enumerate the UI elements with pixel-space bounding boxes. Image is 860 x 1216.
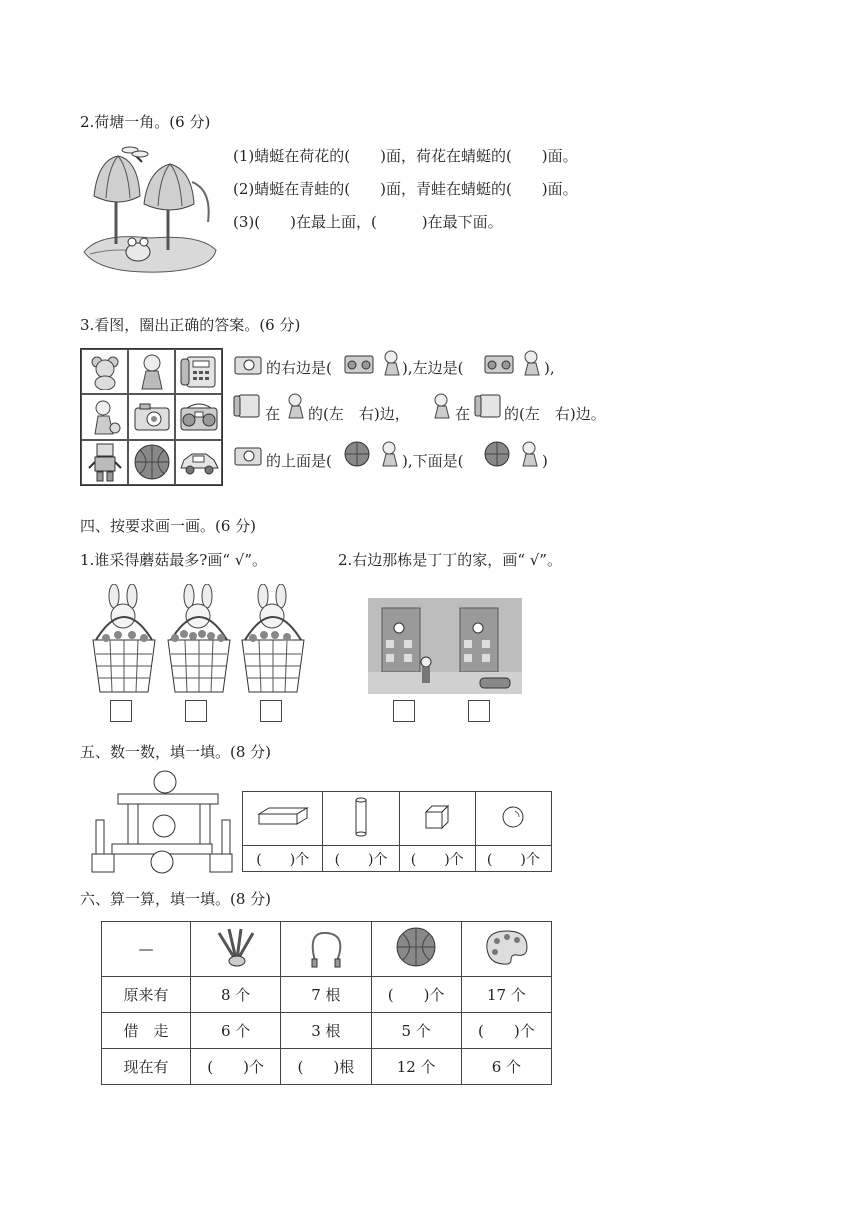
blank-cell[interactable]: ( )个 bbox=[371, 977, 461, 1013]
count-cell-cuboid[interactable]: ( )个 bbox=[243, 846, 323, 872]
q3-row1-text-c: ), bbox=[544, 359, 555, 377]
row-label-borrowed: 借 走 bbox=[102, 1013, 191, 1049]
doll-icon[interactable] bbox=[378, 440, 400, 468]
camera-icon bbox=[128, 394, 175, 439]
q3-row2-text-c: 在 bbox=[455, 405, 471, 423]
sec4-q1: 1.谁采得蘑菇最多?画“ √”。 bbox=[80, 551, 268, 569]
blocks-picture bbox=[90, 770, 236, 874]
doll-icon bbox=[128, 349, 175, 394]
count-cell-cylinder[interactable]: ( )个 bbox=[323, 846, 399, 872]
table-cell: 8 个 bbox=[191, 977, 281, 1013]
telephone-icon bbox=[233, 392, 261, 420]
doll-icon[interactable] bbox=[520, 349, 544, 377]
cube-icon bbox=[399, 792, 475, 846]
answer-box-rabbit-2[interactable] bbox=[185, 700, 207, 722]
shapes-count-table bbox=[242, 791, 552, 872]
radio-icon[interactable] bbox=[343, 351, 375, 375]
child-figure-icon bbox=[421, 657, 431, 683]
cube-icon bbox=[210, 854, 232, 872]
sec6-title: 六、算一算，填一填。(8 分) bbox=[80, 890, 272, 908]
doll-icon bbox=[284, 392, 306, 420]
radio-icon bbox=[175, 394, 222, 439]
sphere-icon bbox=[151, 851, 173, 873]
row-label-original: 原来有 bbox=[102, 977, 191, 1013]
table-cell: 6 个 bbox=[461, 1049, 551, 1085]
cuboid-icon bbox=[243, 792, 323, 846]
table-cell: 7 根 bbox=[281, 977, 371, 1013]
answer-box-rabbit-3[interactable] bbox=[260, 700, 282, 722]
q2-line1: (1)蜻蜓在荷花的( )面，荷花在蜻蜓的( )面。 bbox=[233, 147, 578, 165]
jump-rope-icon bbox=[281, 922, 371, 977]
toy-grid bbox=[80, 348, 223, 486]
count-cell-cube[interactable]: ( )个 bbox=[399, 846, 475, 872]
car-icon bbox=[480, 678, 510, 688]
telephone-icon bbox=[175, 349, 222, 394]
q3-row3-text-c: ) bbox=[542, 452, 548, 470]
ball-icon bbox=[371, 922, 461, 977]
rabbit-basket-1 bbox=[88, 584, 160, 696]
cube-icon bbox=[92, 854, 114, 872]
table-cell: 17 个 bbox=[461, 977, 551, 1013]
telephone-icon bbox=[474, 392, 502, 420]
sphere-icon bbox=[154, 771, 176, 793]
q3-row1-text-a: 的右边是( bbox=[266, 359, 332, 377]
row-label-now: 现在有 bbox=[102, 1049, 191, 1085]
borrow-table bbox=[101, 921, 552, 1085]
doll-icon[interactable] bbox=[518, 440, 540, 468]
car-icon bbox=[175, 440, 222, 485]
rabbit-basket-2 bbox=[163, 584, 235, 696]
building-icon bbox=[460, 608, 498, 672]
camera-icon bbox=[233, 443, 263, 467]
table-cell: 6 个 bbox=[191, 1013, 281, 1049]
sphere-icon bbox=[475, 792, 551, 846]
answer-box-rabbit-1[interactable] bbox=[110, 700, 132, 722]
sphere-icon bbox=[153, 815, 175, 837]
doll-icon[interactable] bbox=[380, 349, 404, 377]
q3-row2-text-a: 在 bbox=[265, 405, 281, 423]
street-picture bbox=[368, 598, 522, 694]
q3-row3-text-b: ),下面是( bbox=[402, 452, 464, 470]
answer-box-building-1[interactable] bbox=[393, 700, 415, 722]
q3-row1-text-b: ),左边是( bbox=[402, 359, 464, 377]
lotus-pond-picture bbox=[80, 142, 220, 280]
building-icon bbox=[382, 608, 420, 672]
ball-icon[interactable] bbox=[483, 440, 511, 468]
robot-icon bbox=[81, 440, 128, 485]
cylinder-icon bbox=[323, 792, 399, 846]
shuttlecock-icon bbox=[191, 922, 281, 977]
q3-row2-text-d[interactable]: 的(左 右)边。 bbox=[504, 405, 606, 423]
sec4-q2: 2.右边那栋是丁丁的家，画“ √”。 bbox=[338, 551, 562, 569]
blank-cell[interactable]: ( )个 bbox=[461, 1013, 551, 1049]
blank-cell[interactable]: ( )根 bbox=[281, 1049, 371, 1085]
ball-icon[interactable] bbox=[343, 440, 371, 468]
table-cell: 5 个 bbox=[371, 1013, 461, 1049]
doll-icon bbox=[81, 394, 128, 439]
doll-icon bbox=[430, 392, 452, 420]
sec4-title: 四、按要求画一画。(6 分) bbox=[80, 517, 257, 535]
q3-row2-text-b[interactable]: 的(左 右)边， bbox=[308, 405, 410, 423]
answer-box-building-2[interactable] bbox=[468, 700, 490, 722]
teddy-bear-icon bbox=[81, 349, 128, 394]
rabbit-basket-3 bbox=[237, 584, 309, 696]
sec5-title: 五、数一数，填一填。(8 分) bbox=[80, 743, 272, 761]
radio-icon[interactable] bbox=[483, 351, 515, 375]
count-cell-sphere[interactable]: ( )个 bbox=[475, 846, 551, 872]
cylinder-icon bbox=[222, 820, 230, 854]
table-cell: 12 个 bbox=[371, 1049, 461, 1085]
corner-cell: — bbox=[102, 922, 191, 977]
q3-title: 3.看图，圈出正确的答案。(6 分) bbox=[80, 316, 301, 334]
camera-icon bbox=[233, 352, 263, 376]
q2-title: 2.荷塘一角。(6 分) bbox=[80, 113, 211, 131]
ball-icon bbox=[128, 440, 175, 485]
q2-line3: (3)( )在最上面，( )在最下面。 bbox=[233, 213, 503, 231]
lotus-icon bbox=[94, 156, 209, 250]
table-cell: 3 根 bbox=[281, 1013, 371, 1049]
cylinder-icon bbox=[96, 820, 104, 854]
palette-icon bbox=[461, 922, 551, 977]
q3-row3-text-a: 的上面是( bbox=[266, 452, 332, 470]
blank-cell[interactable]: ( )个 bbox=[191, 1049, 281, 1085]
q2-line2: (2)蜻蜓在青蛙的( )面，青蛙在蜻蜓的( )面。 bbox=[233, 180, 578, 198]
